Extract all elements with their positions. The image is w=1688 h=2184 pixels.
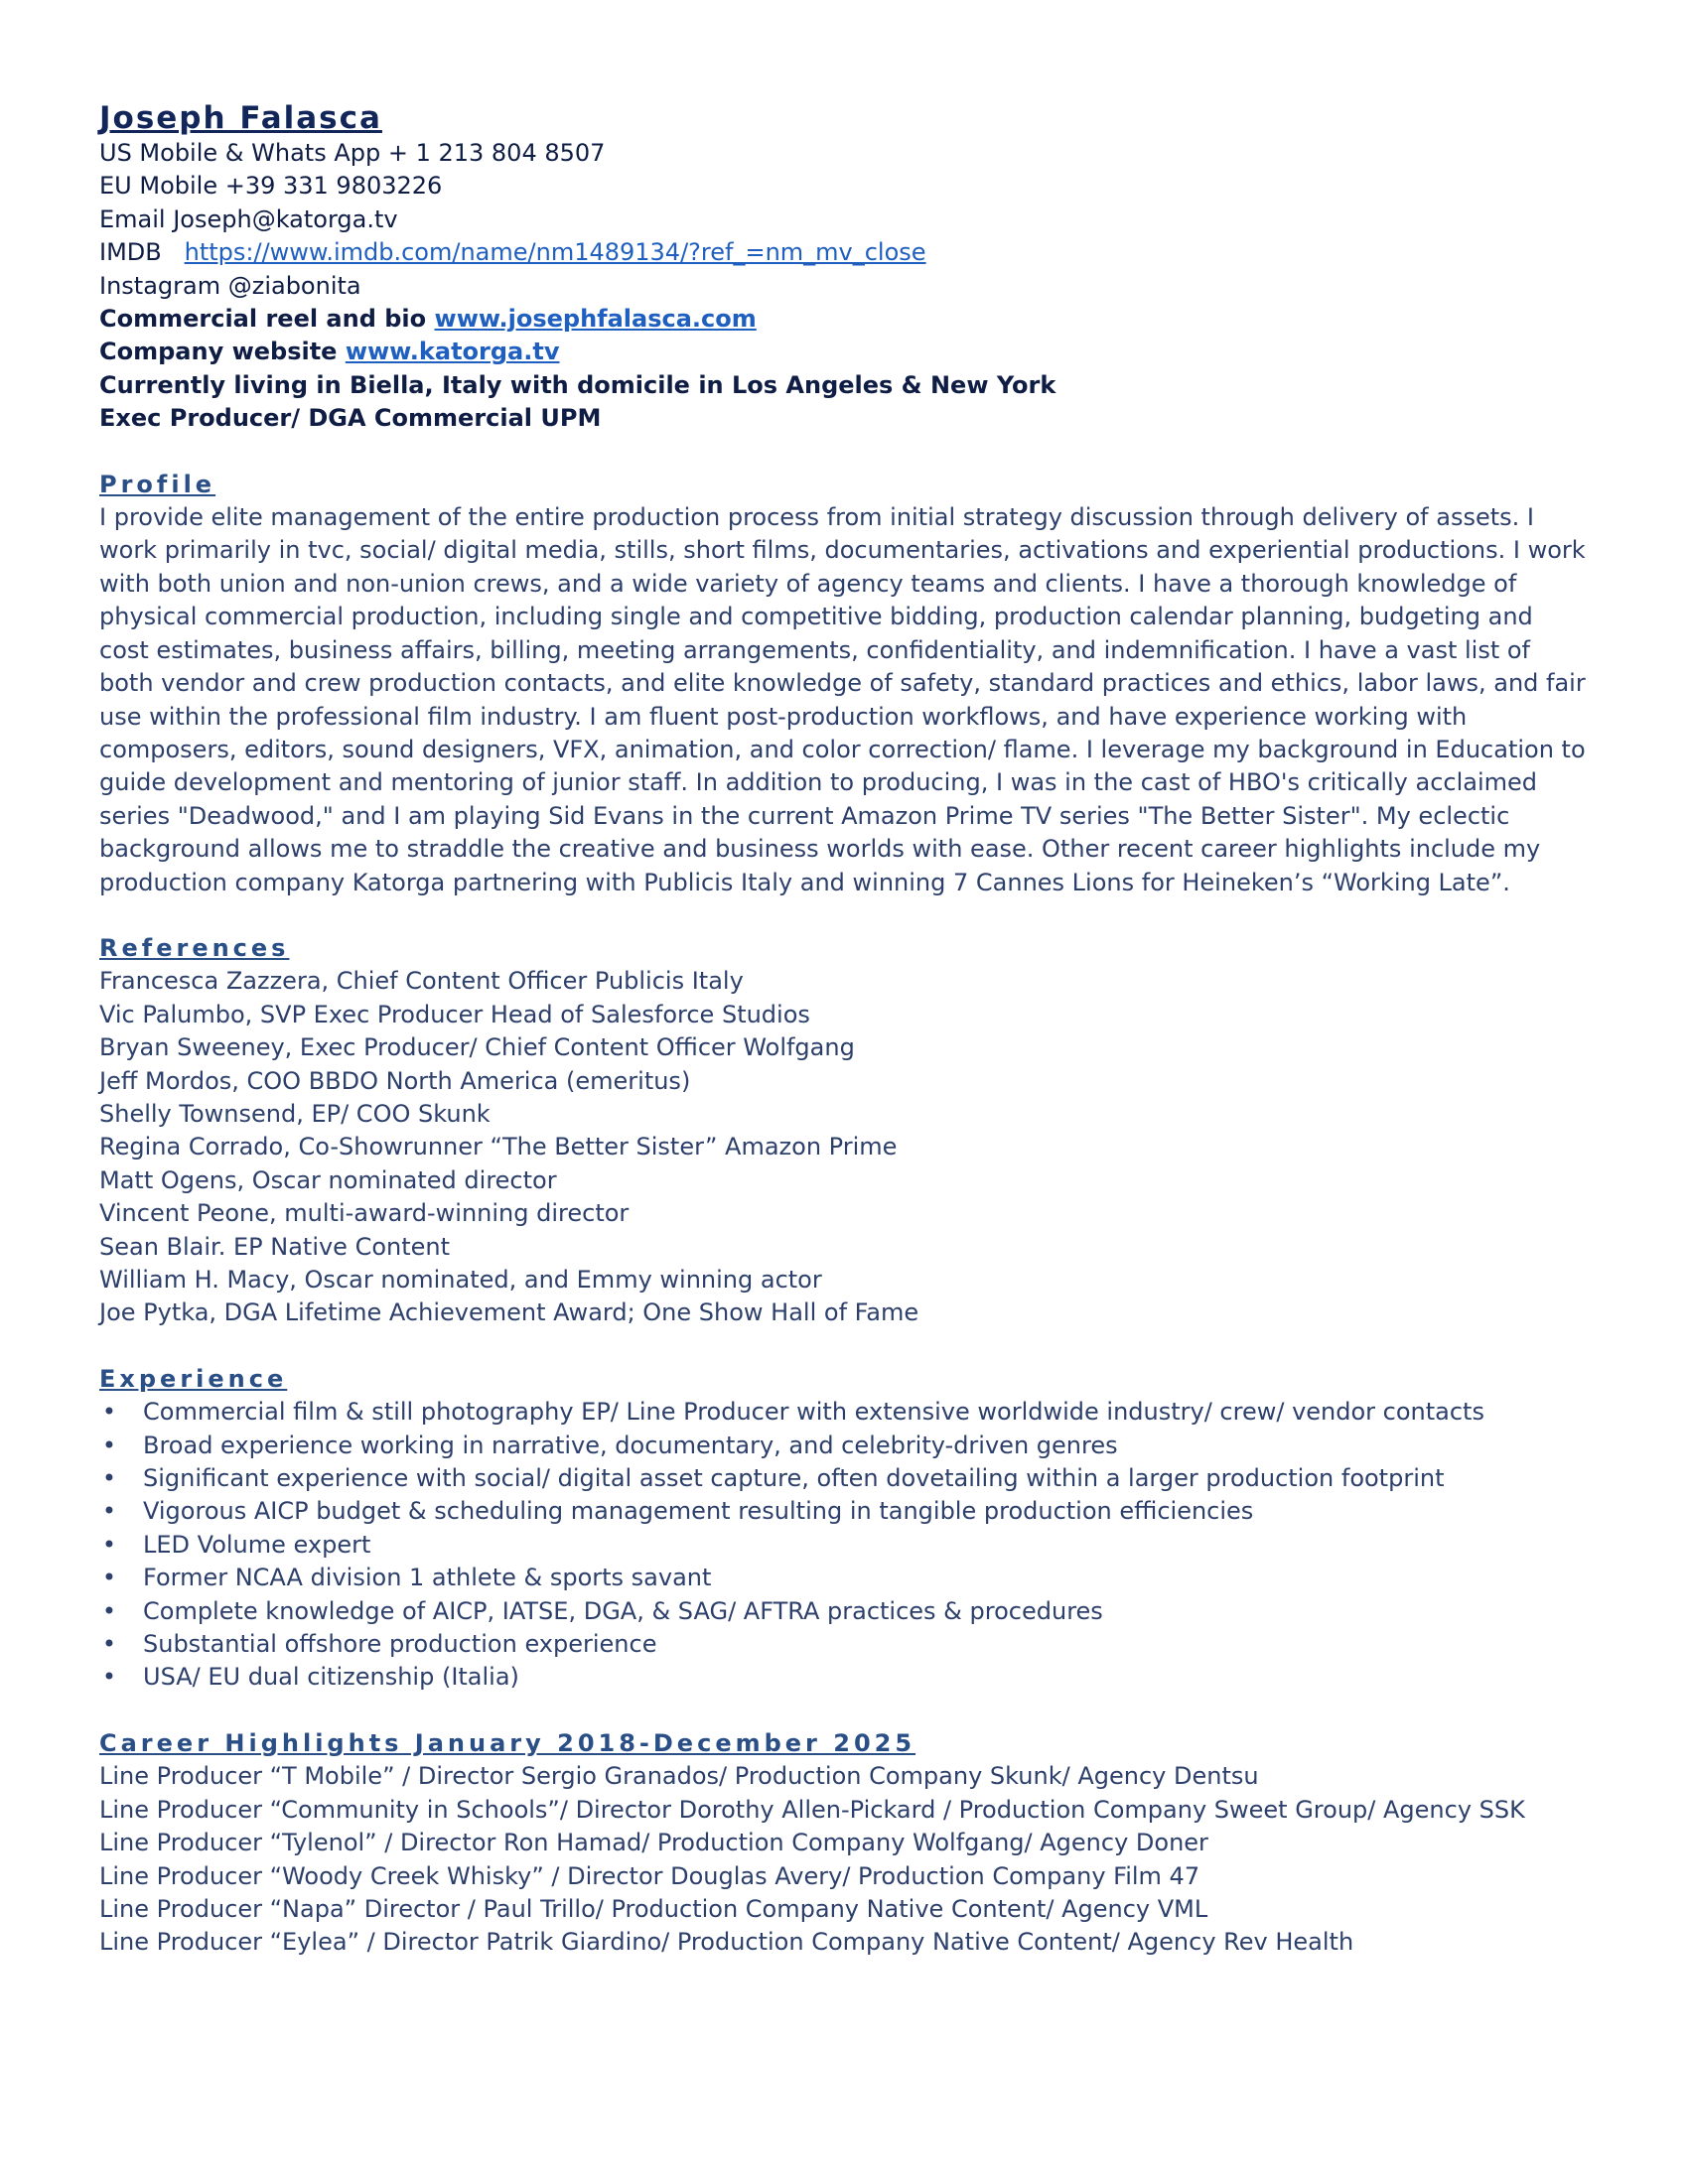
instagram: Instagram @ziabonita bbox=[99, 271, 361, 300]
email: Email Joseph@katorga.tv bbox=[99, 205, 398, 233]
experience-item bbox=[99, 1396, 1589, 1429]
experience-text: Vigorous AICP budget & scheduling management resulting in tangible production efficiencies bbox=[143, 1497, 1254, 1526]
experience-item bbox=[99, 1562, 1589, 1594]
reel-link[interactable]: www.josephfalasca.com bbox=[434, 305, 757, 334]
experience-item bbox=[99, 1661, 1589, 1694]
us-mobile: US Mobile & Whats App + 1 213 804 8507 bbox=[99, 139, 606, 167]
living-line: Currently living in Biella, Italy with domicile in Los Angeles & New York bbox=[99, 370, 1056, 399]
imdb-line bbox=[99, 236, 1589, 269]
experience-list bbox=[99, 1396, 1589, 1695]
career-item: Line Producer “Woody Creek Whisky” / Director Douglas Avery/ Production Company Film 47 bbox=[99, 1861, 1200, 1890]
experience-item bbox=[99, 1430, 1589, 1462]
reference-item: Jeff Mordos, COO BBDO North America (emeritus) bbox=[99, 1066, 691, 1095]
company-label: Company website bbox=[99, 338, 338, 366]
experience-item bbox=[99, 1595, 1589, 1628]
experience-text: Complete knowledge of AICP, IATSE, DGA, & SAG/ AFTRA practices & procedures bbox=[143, 1596, 1103, 1625]
experience-item bbox=[99, 1529, 1589, 1562]
experience-text: USA/ EU dual citizenship (Italia) bbox=[143, 1663, 519, 1692]
company-link[interactable]: www.katorga.tv bbox=[345, 338, 560, 366]
career-item: Line Producer “Tylenol” / Director Ron Hamad/ Production Company Wolfgang/ Agency Doner bbox=[99, 1829, 1208, 1857]
experience-text: Broad experience working in narrative, documentary, and celebrity-driven genres bbox=[143, 1431, 1118, 1459]
career-heading: Career Highlights January 2018-December 2025 bbox=[99, 1728, 916, 1757]
eu-mobile: EU Mobile +39 331 9803226 bbox=[99, 172, 443, 201]
imdb-link[interactable]: https://www.imdb.com/name/nm1489134/?ref_=nm_mv_close bbox=[184, 238, 926, 267]
reference-item: Joe Pytka, DGA Lifetime Achievement Award; One Show Hall of Fame bbox=[99, 1298, 919, 1327]
career-item: Line Producer “Eylea” / Director Patrik Giardino/ Production Company Native Content/ Agency Rev Health bbox=[99, 1928, 1354, 1957]
reference-item: Vic Palumbo, SVP Exec Producer Head of Salesforce Studios bbox=[99, 1000, 810, 1028]
bullet-icon: • bbox=[101, 1564, 117, 1592]
profile-text: I provide elite management of the entire production process from initial strategy discussion through delivery of assets. I work primarily in tvc, social/ digital media, stills, short films, documentaries, activations and experiential productions. I work with both union and non-union crews, and a wide variety of agency teams and clients. I have a thorough knowledge of physical commercial production, including single and competitive bidding, production calendar planning, budgeting and cost estimates, business affairs, billing, meeting arrangements, confidentiality, and indemnification. I have a vast list of both vendor and crew production contacts, and elite knowledge of safety, standard practices and ethics, labor laws, and fair use within the professional film industry. I am fluent post-production workflows, and have experience working with composers, editors, sound designers, VFX, animation, and color correction/ flame. I leverage my background in Education to guide development and mentoring of junior staff. In addition to producing, I was in the cast of HBO's critically acclaimed series "Deadwood," and I am playing Sid Evans in the current Amazon Prime TV series "The Better Sister". My eclectic background allows me to straddle the creative and business worlds with ease. Other recent career highlights include my production company Katorga partnering with Publicis Italy and winning 7 Cannes Lions for Heineken’s “Working Late”. bbox=[99, 503, 1586, 896]
experience-text: Former NCAA division 1 athlete & sports savant bbox=[143, 1564, 712, 1592]
experience-heading: Experience bbox=[99, 1364, 288, 1393]
bullet-icon: • bbox=[101, 1497, 117, 1526]
reference-item: Matt Ogens, Oscar nominated director bbox=[99, 1165, 557, 1194]
reference-item: Regina Corrado, Co-Showrunner “The Better Sister” Amazon Prime bbox=[99, 1133, 898, 1161]
bullet-icon: • bbox=[101, 1630, 117, 1659]
role-line: Exec Producer/ DGA Commercial UPM bbox=[99, 404, 602, 433]
profile-heading: Profile bbox=[99, 470, 216, 498]
bullet-icon: • bbox=[101, 1464, 117, 1493]
experience-item bbox=[99, 1462, 1589, 1495]
resume-page bbox=[99, 99, 1589, 1960]
reference-item: Francesca Zazzera, Chief Content Officer Publicis Italy bbox=[99, 967, 744, 996]
reel-line bbox=[99, 303, 1589, 336]
experience-item bbox=[99, 1628, 1589, 1661]
bullet-icon: • bbox=[101, 1398, 117, 1427]
imdb-label: IMDB bbox=[99, 238, 162, 267]
experience-text: Substantial offshore production experience bbox=[143, 1630, 657, 1659]
reference-item: Vincent Peone, multi-award-winning director bbox=[99, 1199, 630, 1228]
reference-item: Shelly Townsend, EP/ COO Skunk bbox=[99, 1099, 491, 1128]
reference-item: Bryan Sweeney, Exec Producer/ Chief Content Officer Wolfgang bbox=[99, 1033, 855, 1062]
bullet-icon: • bbox=[101, 1431, 117, 1459]
company-line bbox=[99, 336, 1589, 368]
career-item: Line Producer “T Mobile” / Director Sergio Granados/ Production Company Skunk/ Agency Dentsu bbox=[99, 1762, 1259, 1791]
bullet-icon: • bbox=[101, 1663, 117, 1692]
resume-name: Joseph Falasca bbox=[99, 100, 382, 136]
experience-item bbox=[99, 1495, 1589, 1528]
experience-text: LED Volume expert bbox=[143, 1530, 371, 1559]
reference-item: Sean Blair. EP Native Content bbox=[99, 1232, 451, 1261]
reference-item: William H. Macy, Oscar nominated, and Emmy winning actor bbox=[99, 1266, 822, 1294]
experience-text: Significant experience with social/ digital asset capture, often dovetailing within a larger production footprint bbox=[143, 1464, 1445, 1493]
experience-text: Commercial film & still photography EP/ Line Producer with extensive worldwide industry/ crew/ vendor contacts bbox=[143, 1398, 1484, 1427]
reel-label: Commercial reel and bio bbox=[99, 305, 427, 334]
bullet-icon: • bbox=[101, 1596, 117, 1625]
career-item: Line Producer “Napa” Director / Paul Trillo/ Production Company Native Content/ Agency VML bbox=[99, 1894, 1208, 1923]
career-item: Line Producer “Community in Schools”/ Director Dorothy Allen-Pickard / Production Company Sweet Group/ Agency SSK bbox=[99, 1795, 1525, 1824]
references-heading: References bbox=[99, 933, 290, 962]
bullet-icon: • bbox=[101, 1530, 117, 1559]
